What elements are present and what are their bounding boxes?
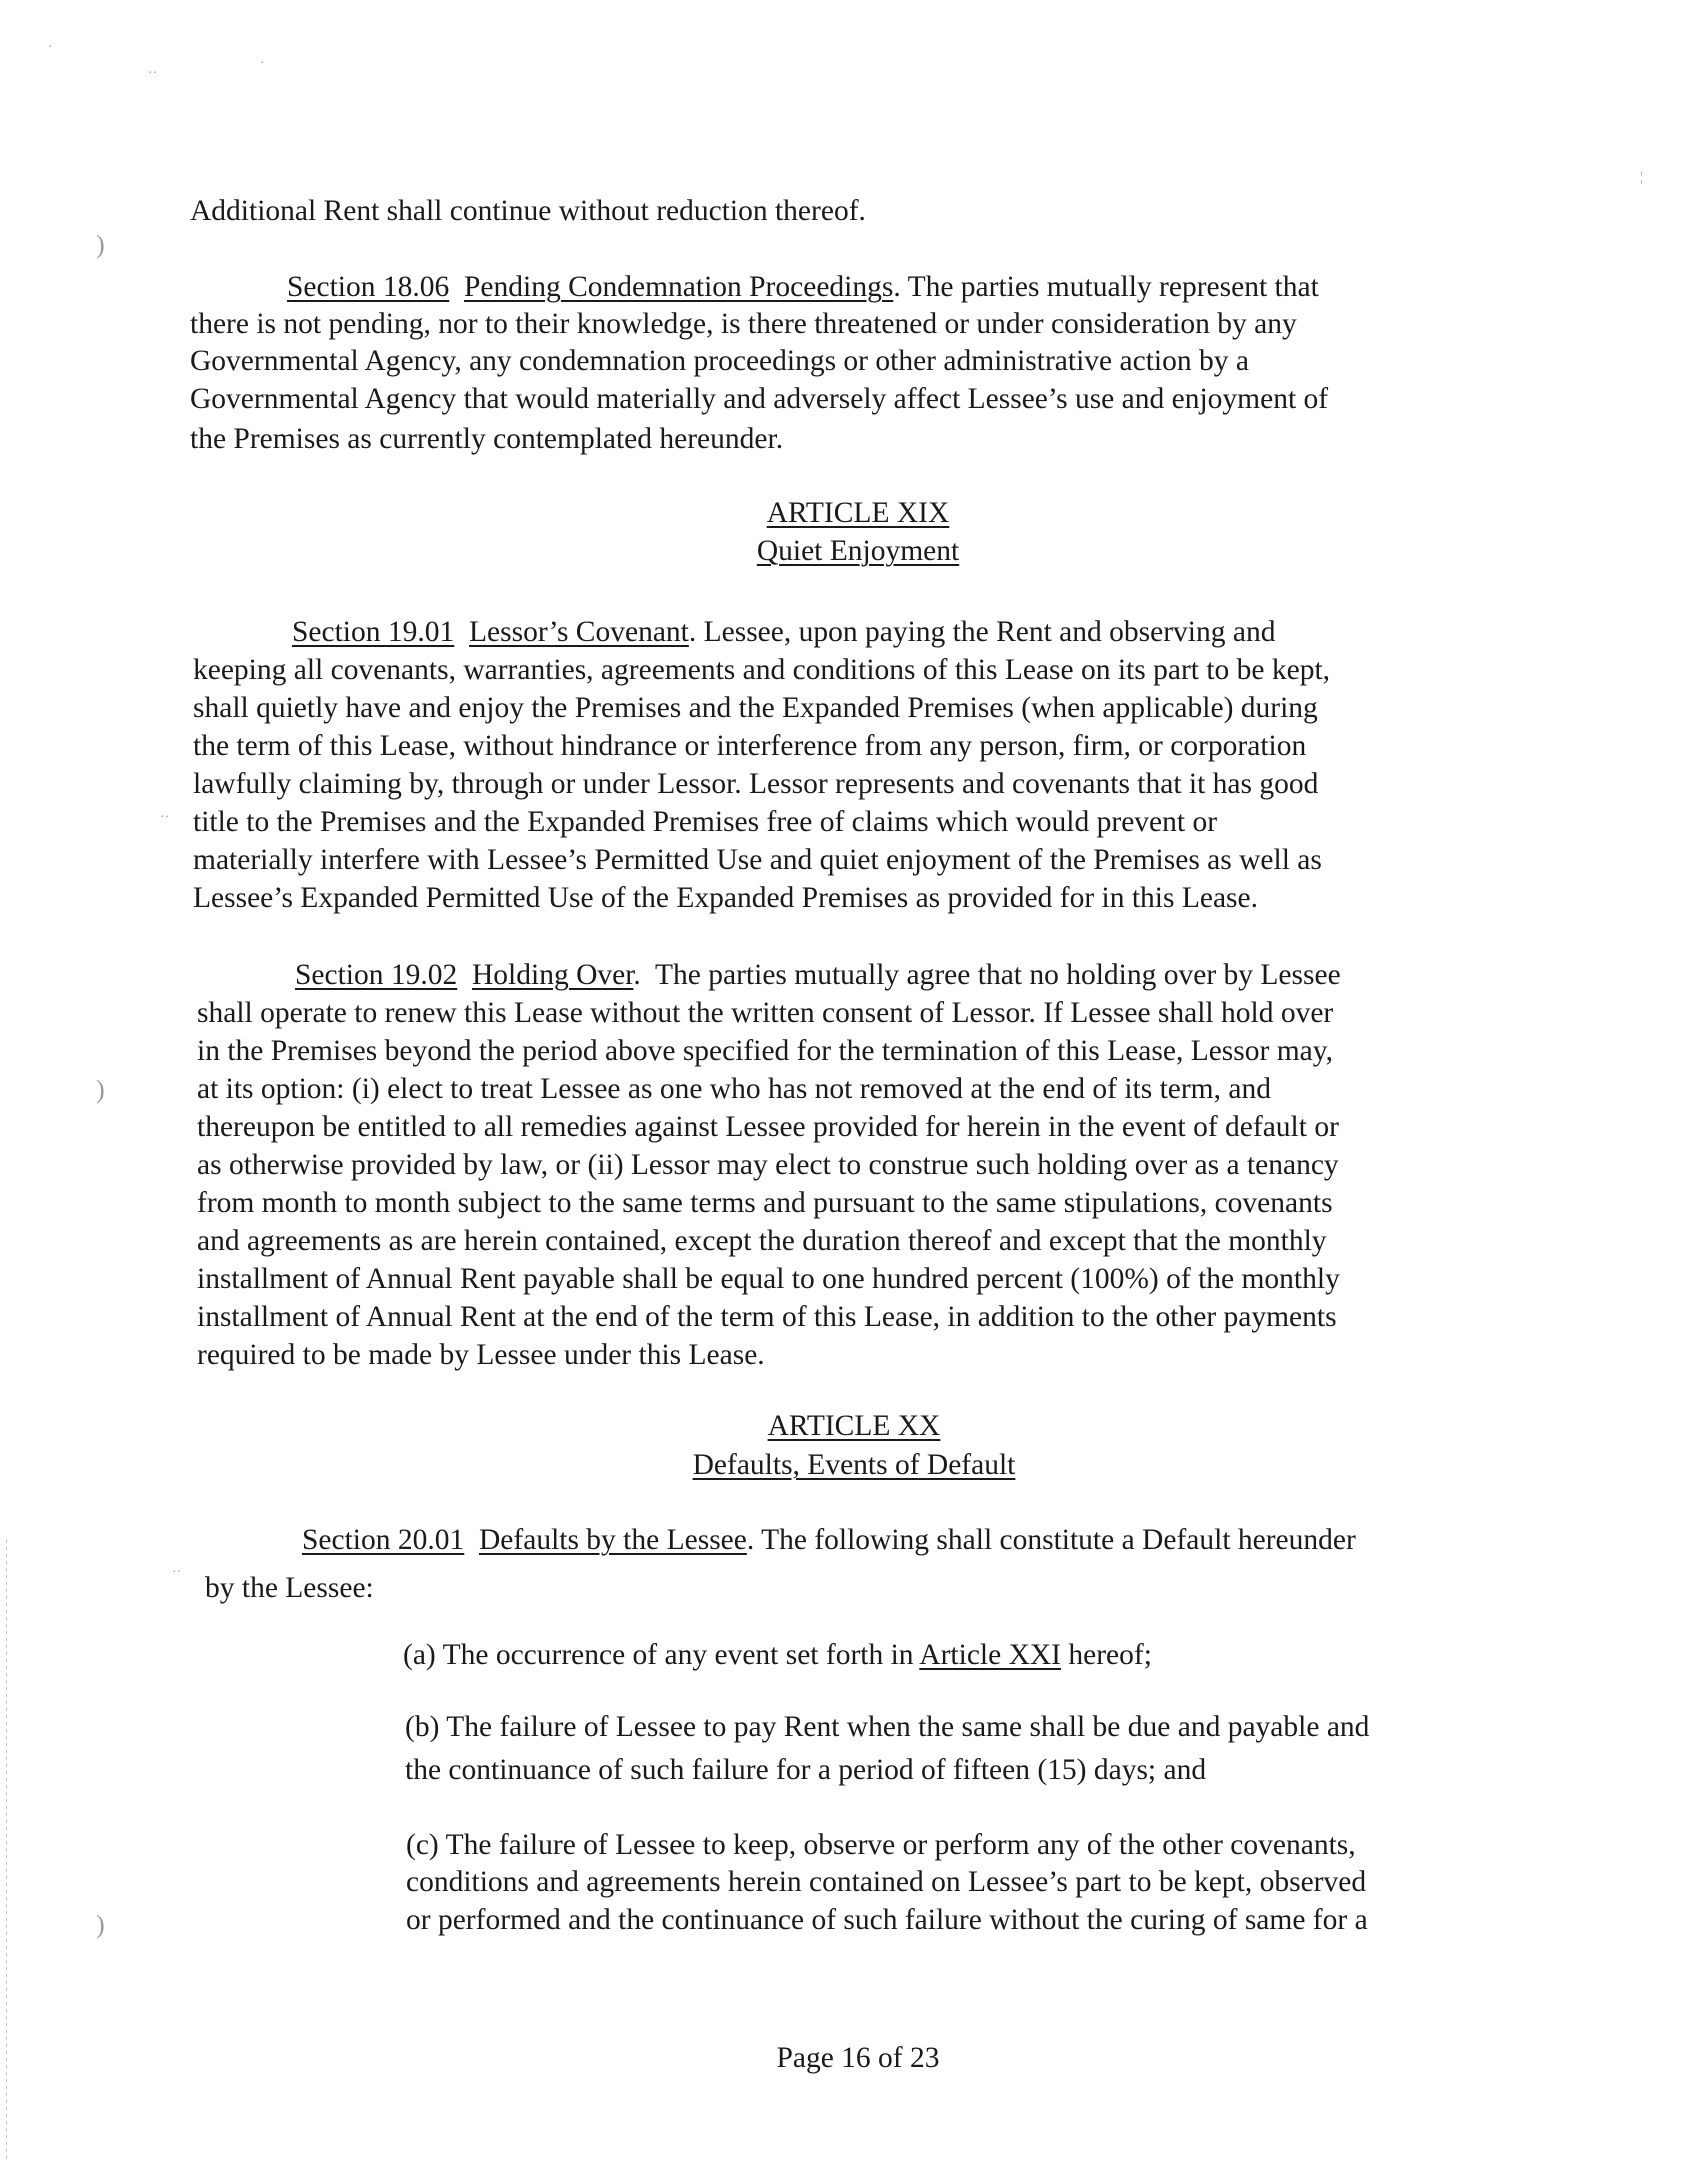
section-19-01-line: Lessee’s Expanded Permitted Use of the Expanded Premises as provided for in this Lease. xyxy=(193,882,1258,914)
section-title: Pending Condemnation Proceedings xyxy=(464,271,894,303)
item-c-line: (c) The failure of Lessee to keep, observe or perform any of the other covenants, xyxy=(406,1829,1356,1861)
scan-speck: ·· xyxy=(148,66,158,81)
section-title: Defaults by the Lessee xyxy=(479,1524,747,1556)
scan-speck: ) xyxy=(96,1910,105,1939)
scan-speck: ·· xyxy=(172,1565,182,1580)
section-18-06-first-line: Section 18.06 Pending Condemnation Proceedings. The parties mutually represent that xyxy=(287,271,1319,303)
section-number: Section 18.06 xyxy=(287,271,450,303)
section-19-01-line: title to the Premises and the Expanded Premises free of claims which would prevent or xyxy=(193,806,1218,838)
item-c-line: or performed and the continuance of such failure without the curing of same for a xyxy=(406,1904,1368,1936)
carryover-text: Additional Rent shall continue without reduction thereof. xyxy=(190,195,866,227)
scan-speck: · xyxy=(260,56,265,71)
article-number: ARTICLE XIX xyxy=(766,497,950,529)
item-b-line: the continuance of such failure for a period of fifteen (15) days; and xyxy=(405,1754,1207,1786)
section-19-02-line: from month to month subject to the same terms and pursuant to the same stipulations, covenants xyxy=(197,1187,1333,1219)
section-text: The parties mutually represent that xyxy=(907,271,1319,303)
scan-speck: · xyxy=(48,40,53,55)
section-19-02-line: at its option: (i) elect to treat Lessee as one who has not removed at the end of its term, and xyxy=(197,1073,1271,1105)
section-18-06-line: there is not pending, nor to their knowledge, is there threatened or under consideration by any xyxy=(190,308,1297,340)
section-title: Lessor’s Covenant xyxy=(469,616,689,648)
section-19-01-line: keeping all covenants, warranties, agreements and conditions of this Lease on its part to be kept, xyxy=(193,654,1331,686)
section-19-02-line: installment of Annual Rent at the end of the term of this Lease, in addition to the other payments xyxy=(197,1301,1337,1333)
section-19-02-line: required to be made by Lessee under this Lease. xyxy=(197,1339,765,1371)
section-19-02-line: installment of Annual Rent payable shall be equal to one hundred percent (100%) of the monthly xyxy=(197,1263,1340,1295)
section-text: Lessee, upon paying the Rent and observing and xyxy=(703,616,1276,648)
article-19-title xyxy=(12,533,1692,569)
section-19-02-line: and agreements as are herein contained, except the duration thereof and except that the monthly xyxy=(197,1225,1327,1257)
article-20-heading xyxy=(8,1408,1692,1444)
scan-speck: ¦ xyxy=(1640,170,1643,185)
item-a-prefix: (a) The occurrence of any event set forth in xyxy=(403,1639,920,1671)
section-18-06-line: the Premises as currently contemplated hereunder. xyxy=(190,423,784,455)
section-text: The parties mutually agree that no holding over by Lessee xyxy=(655,959,1341,991)
section-19-02-line: shall operate to renew this Lease without the written consent of Lessor. If Lessee shall hold over xyxy=(197,997,1334,1029)
article-xxi-reference: Article XXI xyxy=(919,1639,1062,1671)
article-title: Quiet Enjoyment xyxy=(756,535,960,567)
section-18-06-line: Governmental Agency, any condemnation proceedings or other administrative action by a xyxy=(190,345,1249,377)
page-number: Page 16 of 23 xyxy=(776,2042,940,2074)
article-title: Defaults, Events of Default xyxy=(692,1449,1016,1481)
scan-speck: ) xyxy=(96,230,105,259)
scan-speck: ) xyxy=(96,1075,105,1104)
section-19-01-line: lawfully claiming by, through or under Lessor. Lessor represents and covenants that it has good xyxy=(193,768,1319,800)
section-text: The following shall constitute a Default hereunder xyxy=(761,1524,1356,1556)
section-19-02-line: as otherwise provided by law, or (ii) Lessor may elect to construe such holding over as a tenancy xyxy=(197,1149,1339,1181)
section-19-01-line: shall quietly have and enjoy the Premises and the Expanded Premises (when applicable) during xyxy=(193,692,1318,724)
scan-speck: ·· xyxy=(160,810,170,825)
item-c-line: conditions and agreements herein contained on Lessee’s part to be kept, observed xyxy=(406,1866,1367,1898)
scan-edge xyxy=(6,1540,7,2160)
article-19-heading xyxy=(12,495,1692,531)
section-18-06-line: Governmental Agency that would materially and adversely affect Lessee’s use and enjoyment of xyxy=(190,383,1329,415)
section-19-02-first-line: Section 19.02 Holding Over. The parties mutually agree that no holding over by Lessee xyxy=(295,959,1341,991)
item-a xyxy=(403,1637,1152,1673)
section-number: Section 19.01 xyxy=(292,616,455,648)
article-20-title xyxy=(8,1447,1692,1483)
section-19-01-line: materially interfere with Lessee’s Permitted Use and quiet enjoyment of the Premises as well as xyxy=(193,844,1322,876)
section-19-01-first-line: Section 19.01 Lessor’s Covenant. Lessee, upon paying the Rent and observing and xyxy=(292,616,1276,648)
section-20-01-line: by the Lessee: xyxy=(205,1572,374,1604)
item-b-line: (b) The failure of Lessee to pay Rent when the same shall be due and payable and xyxy=(405,1711,1370,1743)
section-20-01-first-line: Section 20.01 Defaults by the Lessee. The following shall constitute a Default hereunder xyxy=(302,1524,1356,1556)
section-19-02-line: in the Premises beyond the period above specified for the termination of this Lease, Lessor may, xyxy=(197,1035,1333,1067)
section-19-02-line: thereupon be entitled to all remedies against Lessee provided for herein in the event of default or xyxy=(197,1111,1339,1143)
article-number: ARTICLE XX xyxy=(767,1410,941,1442)
item-a-suffix: hereof; xyxy=(1061,1639,1152,1671)
section-title: Holding Over xyxy=(472,959,634,991)
section-number: Section 20.01 xyxy=(302,1524,465,1556)
section-19-01-line: the term of this Lease, without hindrance or interference from any person, firm, or corporation xyxy=(193,730,1307,762)
section-number: Section 19.02 xyxy=(295,959,458,991)
